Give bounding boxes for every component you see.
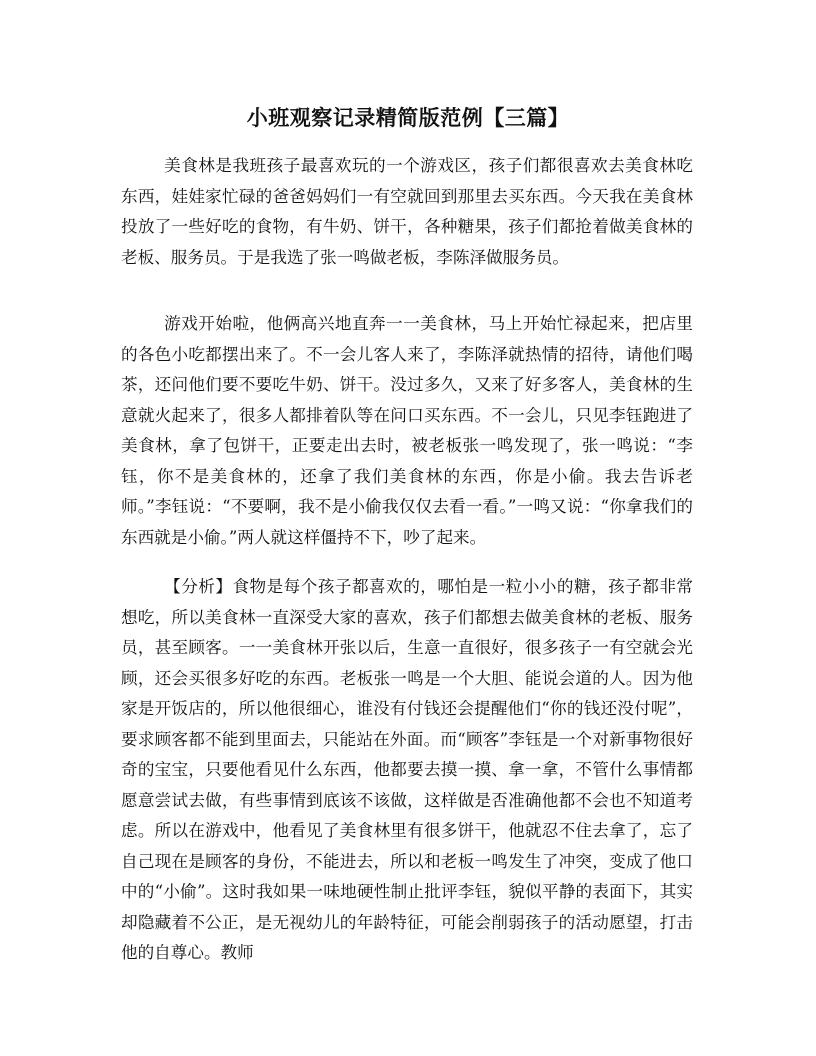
paragraph-analysis: 【分析】食物是每个孩子都喜欢的，哪怕是一粒小小的糖，孩子都非常想吃，所以美食林一直深受大家的喜欢，孩子们都想去做美食林的老板、服务员，甚至顾客。一一美食林开张以后，生意一直很好，很多孩子一有空就会光顾，还会买很多好吃的东西。老板张一鸣是一个大胆、能说会道的人。因为他家是开饭店的，所以他很细心，谁没有付钱还会提醒他们“你的钱还没付呢”，要求顾客都不能到里面去，只能站在外面。而“顾客”李钰是一个对新事物很好奇的宝宝，只要他看见什么东西，他都要去摸一摸、拿一拿，不管什么事情都愿意尝试去做，有些事情到底该不该做，这样做是否准确他都不会也不知道考虑。所以在游戏中，他看见了美食林里有很多饼干，他就忍不住去拿了，忘了自己现在是顾客的身份，不能进去，所以和老板一鸣发生了冲突，变成了他口中的“小偷”。这时我如果一味地硬性制止批评李钰，貌似平静的表面下，其实却隐藏着不公正，是无视幼儿的年龄特征，可能会削弱孩子的活动愿望，打击他的自尊心。教师 — [121, 577, 693, 962]
paragraph-intro: 美食林是我班孩子最喜欢玩的一个游戏区，孩子们都很喜欢去美食林吃东西，娃娃家忙碌的爸爸妈妈们一有空就回到那里去买东西。今天我在美食林投放了一些好吃的食物，有牛奶、饼干，各种糖果，孩子们都抢着做美食林的老板、服务员。于是我选了张一鸣做老板，李陈泽做服务员。 — [121, 156, 693, 267]
paragraph-story: 游戏开始啦，他俩高兴地直奔一一美食林，马上开始忙禄起来，把店里的各色小吃都摆出来了。不一会儿客人来了，李陈泽就热情的招待，请他们喝茶，还问他们要不要吃牛奶、饼干。没过多久，又来了好多客人，美食林的生意就火起来了，很多人都排着队等在问口买东西。不一会儿，只见李钰跑进了美食林，拿了包饼干，正要走出去时，被老板张一鸣发现了，张一鸣说：“李钰，你不是美食林的，还拿了我们美食林的东西，你是小偷。我去告诉老师。”李钰说：“不要啊，我不是小偷我仅仅去看一看。”一鸣又说：“你拿我们的东西就是小偷。”两人就这样僵持不下，吵了起来。 — [121, 314, 693, 547]
document-title: 小班观察记录精简版范例【三篇】 — [246, 106, 570, 130]
